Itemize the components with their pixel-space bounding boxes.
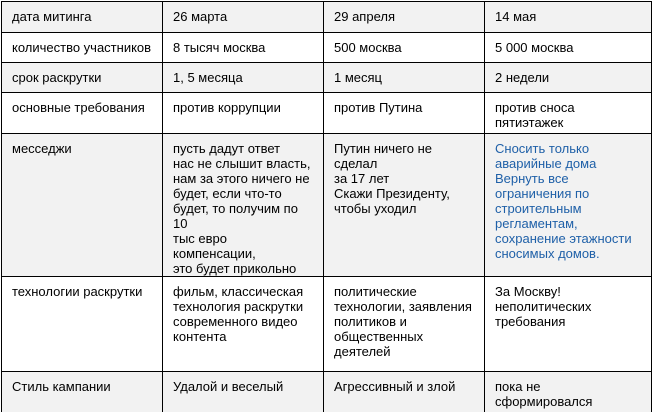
cell-style-april-29: Агрессивный и злой [324, 372, 485, 412]
cell-participants-april-29: 500 москва [324, 33, 485, 63]
row-label-messages: месседжи [2, 134, 163, 277]
cell-date-march-26: 26 марта [163, 2, 324, 33]
table-row-main-demands [2, 93, 652, 134]
row-label-promotion-tech: технологии раскрутки [2, 277, 163, 372]
cell-period-april-29: 1 месяц [324, 63, 485, 93]
cell-messages-march-26: пусть дадут ответ нас не слышит власть, нам за этого ничего не будет, если что-то будет, то получим по 10 тыс евро компенсации, это будет прикольно [163, 134, 324, 277]
cell-demands-march-26: против коррупции [163, 93, 324, 134]
table-row-campaign-style [2, 372, 652, 412]
row-label-promotion-period: срок раскрутки [2, 63, 163, 93]
cell-period-may-14: 2 недели [485, 63, 652, 93]
cell-messages-may-14: Сносить только аварийные дома Вернуть все ограничения по строительным регламентам, сохранение этажности сносимых домов. [485, 134, 652, 277]
cell-demands-april-29: против Путина [324, 93, 485, 134]
comparison-table [1, 1, 652, 412]
row-label-participants: количество участников [2, 33, 163, 63]
row-label-main-demands: основные требования [2, 93, 163, 134]
cell-messages-april-29: Путин ничего не сделал за 17 лет Скажи Президенту, чтобы уходил [324, 134, 485, 277]
cell-participants-march-26: 8 тысяч москва [163, 33, 324, 63]
table-row-messages [2, 134, 652, 277]
cell-date-april-29: 29 апреля [324, 2, 485, 33]
cell-tech-march-26: фильм, классическая технология раскрутки современного видео контента [163, 277, 324, 372]
cell-style-march-26: Удалой и веселый [163, 372, 324, 412]
table-row-participants [2, 33, 652, 63]
table-row-promotion-tech [2, 277, 652, 372]
cell-tech-april-29: политические технологии, заявления политиков и общественных деятелей [324, 277, 485, 372]
cell-demands-may-14: против сноса пятиэтажек [485, 93, 652, 134]
cell-tech-may-14: За Москву! неполитических требования [485, 277, 652, 372]
cell-participants-may-14: 5 000 москва [485, 33, 652, 63]
table-row-promotion-period [2, 63, 652, 93]
table-row-date [2, 2, 652, 33]
row-label-campaign-style: Стиль кампании [2, 372, 163, 412]
cell-date-may-14: 14 мая [485, 2, 652, 33]
row-label-date: дата митинга [2, 2, 163, 33]
cell-period-march-26: 1, 5 месяца [163, 63, 324, 93]
cell-style-may-14: пока не сформировался [485, 372, 652, 412]
